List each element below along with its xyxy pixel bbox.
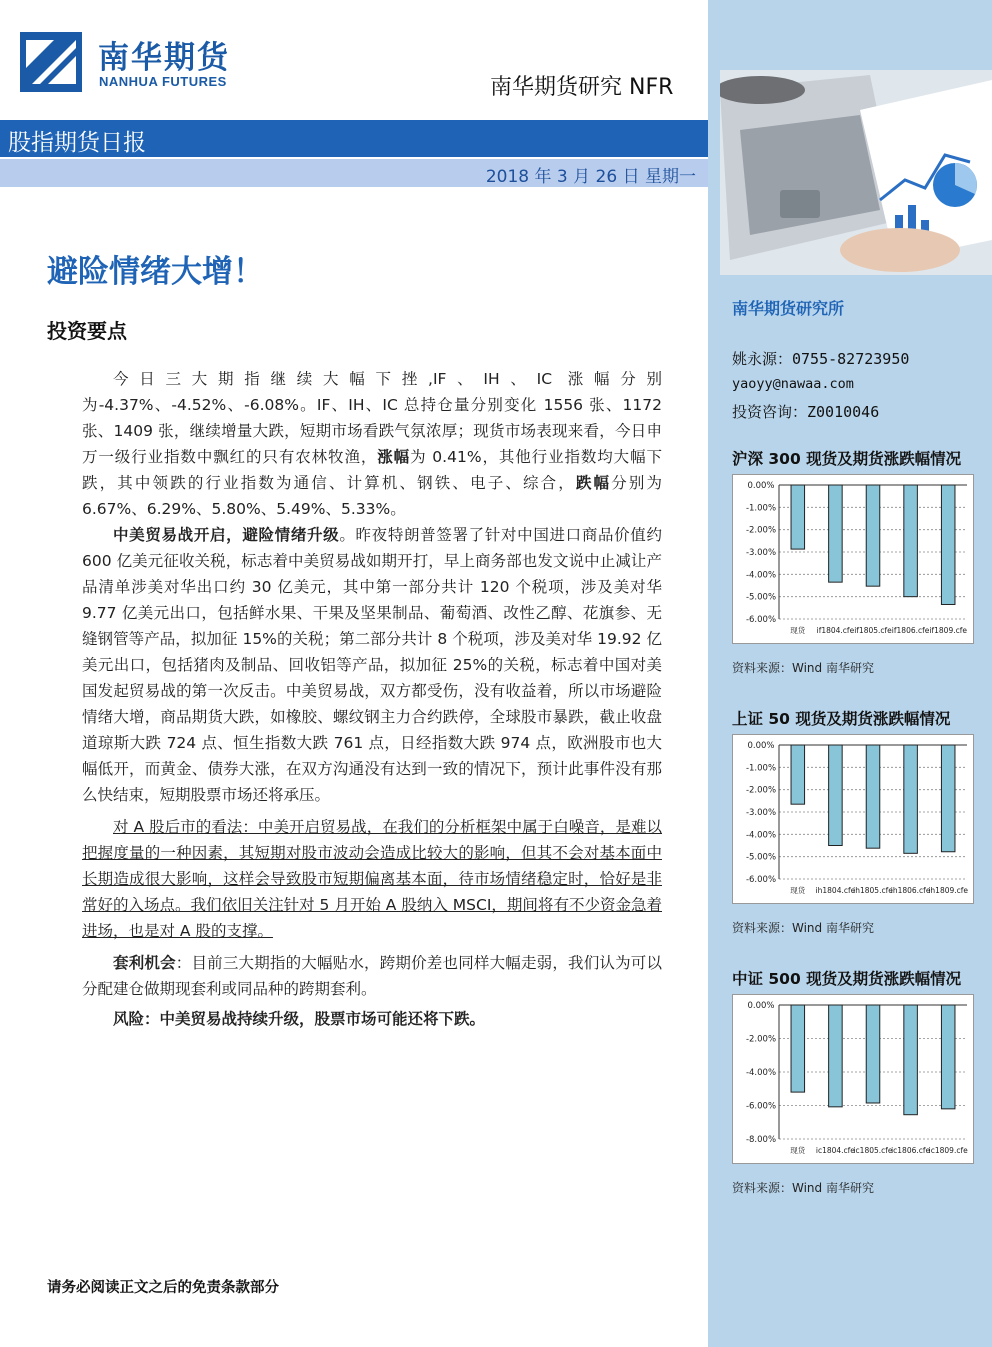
report-type-title: 股指期货日报 <box>8 130 146 156</box>
cover-photo <box>720 70 992 275</box>
bar <box>904 745 918 853</box>
x-tick-label: ih1804.cfe <box>815 886 856 895</box>
bar <box>941 745 955 852</box>
report-date: 2018 年 3 月 26 日 星期一 <box>485 167 696 187</box>
chart-3-source: 资料来源：Wind 南华研究 <box>732 1181 874 1195</box>
x-tick-label: ih1806.cfe <box>890 886 931 895</box>
y-tick-label: -2.00% <box>745 785 777 796</box>
logo-text-cn: 南华期货 <box>98 40 230 76</box>
headline: 避险情绪大增！ <box>47 254 264 290</box>
y-tick-label: -5.00% <box>745 592 777 603</box>
x-tick-label: ic1805.cfe <box>853 1146 893 1155</box>
chart-1-source: 资料来源：Wind 南华研究 <box>732 661 874 675</box>
x-tick-label: ic1804.cfe <box>815 1146 855 1155</box>
report-type-bar <box>0 120 708 157</box>
x-tick-label: ic1806.cfe <box>891 1146 931 1155</box>
logo-mark-icon <box>18 30 84 94</box>
bar <box>829 1005 843 1107</box>
bar <box>941 1005 955 1109</box>
x-tick-label: ih1809.cfe <box>928 886 969 895</box>
paragraph-2: 中美贸易战开启，避险情绪升级。昨夜特朗普签署了针对中国进口商品价值约 600 亿美元征收关税，标志着中美贸易战如期开打，早上商务部也发文说中止减让产品清单涉美对华出口约 30 亿美元，其中第一部分共计 120 个税项，涉及美对华 9.77 亿美元出口，包括鲜水果、干果及坚果制品、葡萄酒、改性乙醇、花旗参、无缝钢管等产品，拟加征 15%的关税；第二部分共计 8 个税项，涉及美对华 19.92 亿美元出口，包括猪肉及制品、回收铝等产品，拟加征 25%的关税，标志着中国对美国发起贸易战的第一次反击。中美贸易战，双方都受伤，没有收益着，所以市场避险情绪大增，商品期货大跌，如橡胶、螺纹钢主力合约跌停，全球股市暴跌，截止收盘道琼斯大跌 724 点、恒生指数大跌 761 点，日经指数大跌 974 点，欧洲股市也大幅低开，而黄金、债券大涨，在双方沟通没有达到一致的情况下，预计此事件没有那么快结束，短期股票市场还将承压。 <box>82 526 662 804</box>
x-tick-label: if1804.cfe <box>816 626 855 635</box>
company-logo <box>18 30 238 94</box>
section-title: 投资要点 <box>47 319 127 343</box>
y-tick-label: -4.00% <box>745 1068 777 1078</box>
chart-2-source: 资料来源：Wind 南华研究 <box>732 921 874 935</box>
brand-tagline: 南华期货研究 NFR <box>490 75 674 100</box>
y-tick-label: 0.00% <box>747 1001 775 1011</box>
bar <box>866 485 880 586</box>
x-tick-label: ih1805.cfe <box>853 886 893 895</box>
y-tick-label: -2.00% <box>745 1034 777 1045</box>
chart-1-title: 沪深 300 现货及期货涨跌幅情况 <box>732 450 962 468</box>
y-tick-label: -4.00% <box>745 570 777 581</box>
paragraph-5-risk: 风险：中美贸易战持续升级，股票市场可能还将下跌。 <box>113 1010 486 1028</box>
y-tick-label: 0.00% <box>747 481 775 491</box>
y-tick-label: -1.00% <box>745 503 777 514</box>
bar <box>791 745 805 804</box>
date-bar <box>0 159 708 187</box>
x-tick-label: if1806.cfe <box>891 626 930 635</box>
paragraph-3: 对 A 股后市的看法：中美开启贸易战，在我们的分析框架中属于白噪音，是难以把握度量的一种因素，其短期对股市波动会造成比较大的影响，但其不会对基本面中长期造成很大影响，这样会导致股市短期偏离基本面，待市场情绪稳定时，恰好是非常好的入场点。我们依旧关注针对 5 月开始 A 股纳入 MSCI，期间将有不少资金急着进场，也是对 A 股的支撑。 <box>82 818 662 940</box>
y-tick-label: -3.00% <box>745 808 777 818</box>
bar <box>904 1005 918 1115</box>
x-tick-label: 现货 <box>790 886 806 895</box>
y-tick-label: -8.00% <box>745 1135 777 1145</box>
disclaimer-note: 请务必阅读正文之后的免责条款部分 <box>47 1280 279 1296</box>
y-tick-label: -4.00% <box>745 830 777 841</box>
license-number: 投资咨询：Z0010046 <box>732 403 880 421</box>
paragraph-4: 套利机会：目前三大期指的大幅贴水，跨期价差也同样大幅走弱，我们认为可以分配建仓做期现套利或同品种的跨期套利。 <box>82 954 662 998</box>
y-tick-label: -6.00% <box>745 1101 777 1112</box>
laptop-chart-illustration-icon <box>720 70 992 275</box>
chart-3-title: 中证 500 现货及期货涨跌幅情况 <box>732 970 962 988</box>
institute-name: 南华期货研究所 <box>732 299 845 318</box>
bar <box>904 485 918 597</box>
bar <box>941 485 955 604</box>
y-tick-label: 0.00% <box>747 741 775 751</box>
chart-3 <box>732 994 974 1164</box>
y-tick-label: -2.00% <box>745 525 777 536</box>
y-tick-label: -5.00% <box>745 852 777 863</box>
x-tick-label: 现货 <box>790 626 806 635</box>
bar <box>866 1005 880 1103</box>
chart-1 <box>732 474 974 644</box>
chart-2 <box>732 734 974 904</box>
bar <box>791 485 805 549</box>
x-tick-label: ic1809.cfe <box>928 1146 968 1155</box>
x-tick-label: 现货 <box>790 1146 806 1155</box>
bar <box>829 745 843 846</box>
x-tick-label: if1805.cfe <box>854 626 892 635</box>
y-tick-label: -6.00% <box>745 875 777 885</box>
article-body <box>82 366 662 1032</box>
x-tick-label: if1809.cfe <box>929 626 967 635</box>
bar <box>866 745 880 848</box>
y-tick-label: -6.00% <box>745 615 777 625</box>
paragraph-1: 今日三大期指继续大幅下挫,IF、IH、IC 涨幅分别为-4.37%、-4.52%、-6.08%。IF、IH、IC 总持仓量分别变化 1556 张、1172 张、1409 张，继续增量大跌，短期市场看跌气氛浓厚；现货市场表现来看，今日申万一级行业指数中飘红的只有农林牧渔，涨幅为 0.41%，其他行业指数均大幅下跌，其中领跌的行业指数为通信、计算机、钢铁、电子、综合，跌幅分别为 6.67%、6.29%、5.80%、5.49%、5.33%。 <box>82 370 662 518</box>
y-tick-label: -3.00% <box>745 548 777 558</box>
bar <box>829 485 843 582</box>
analyst-contact: 姚永源：0755-82723950 <box>732 350 910 368</box>
analyst-email: yaoyy@nawaa.com <box>732 376 854 392</box>
y-tick-label: -1.00% <box>745 763 777 774</box>
chart-2-title: 上证 50 现货及期货涨跌幅情况 <box>732 710 951 728</box>
logo-text-en: NANHUA FUTURES <box>99 74 227 89</box>
bar <box>791 1005 805 1092</box>
